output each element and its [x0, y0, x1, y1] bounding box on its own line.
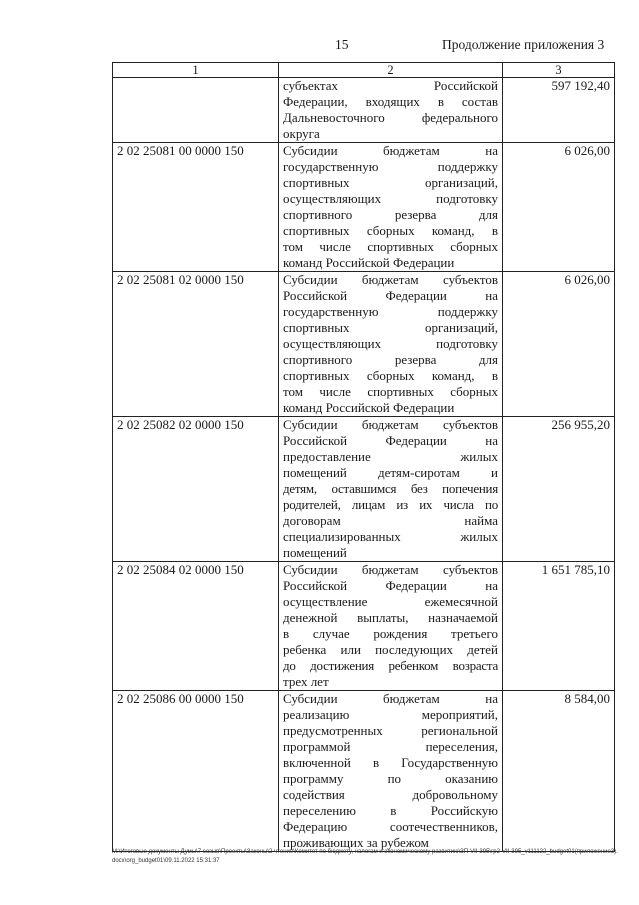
document-path-footer: M:\Итоговые документы Думы\7 созыв\Проекты\Законы\2 чтение\Комитет по бюджету, налогам и экономическому развитию\ЗП-VII-395\гр2-VII-395_v111122_budget01(приложение3).docx\org_budget01\09.11.2022 15:31:37: [112, 849, 618, 864]
description-line: осуществляющих подготовку: [283, 191, 498, 206]
budget-code-cell: 2 02 25086 00 0000 150: [113, 691, 279, 852]
amount-cell: 1 651 785,10: [503, 562, 615, 691]
description-line: программой переселения,: [283, 739, 498, 754]
description-line: Субсидии бюджетам субъектов: [283, 272, 498, 287]
description-line: родителей, лицам из их числа по: [283, 497, 498, 512]
amount-cell: 6 026,00: [503, 143, 615, 272]
description-line: денежной выплаты, назначаемой: [283, 610, 498, 625]
budget-code-cell: 2 02 25082 02 0000 150: [113, 417, 279, 562]
amount-cell: 597 192,40: [503, 78, 615, 143]
description-line: в случае рождения третьего: [283, 626, 498, 641]
description-line: Российской Федерации на: [283, 288, 498, 303]
description-line: спортивного резерва для: [283, 207, 498, 222]
description-line: помещений: [283, 545, 347, 560]
description-line: содействия добровольному: [283, 787, 498, 802]
budget-code-cell: 2 02 25081 02 0000 150: [113, 272, 279, 417]
description-line: осуществление ежемесячной: [283, 594, 498, 609]
description-line: том числе спортивных сборных: [283, 384, 498, 399]
description-line: том числе спортивных сборных: [283, 239, 498, 254]
description-line: спортивных сборных команд, в: [283, 368, 498, 383]
description-line: ребенка или последующих детей: [283, 642, 498, 657]
description-line: команд Российской Федерации: [283, 400, 455, 415]
description-line: Субсидии бюджетам субъектов: [283, 562, 498, 577]
column-number-row: [113, 63, 615, 78]
description-line: включенной в Государственную: [283, 755, 498, 770]
description-cell: [279, 691, 503, 852]
description-cell: [279, 272, 503, 417]
description-line: государственную поддержку: [283, 159, 498, 174]
table-row: [113, 272, 615, 417]
amount-cell: 8 584,00: [503, 691, 615, 852]
description-line: Федерации, входящих в состав: [283, 94, 498, 109]
description-line: государственную поддержку: [283, 304, 498, 319]
column-number-1: 1: [113, 63, 279, 78]
amount-cell: 256 955,20: [503, 417, 615, 562]
continuation-label: Продолжение приложения 3: [442, 37, 605, 52]
column-number-2: 2: [279, 63, 503, 78]
description-line: реализацию мероприятий,: [283, 707, 498, 722]
table-row: [113, 78, 615, 143]
budget-code-cell: 2 02 25081 00 0000 150: [113, 143, 279, 272]
description-line: переселению в Российскую: [283, 803, 498, 818]
description-cell: [279, 143, 503, 272]
description-line: округа: [283, 126, 320, 141]
description-cell: [279, 417, 503, 562]
description-line: Субсидии бюджетам на: [283, 143, 498, 158]
description-line: специализированных жилых: [283, 529, 498, 544]
description-line: спортивных организаций,: [283, 175, 498, 190]
table-row: [113, 691, 615, 852]
description-line: осуществляющих подготовку: [283, 336, 498, 351]
description-line: договорам найма: [283, 513, 498, 528]
description-line: Российской Федерации на: [283, 578, 498, 593]
budget-code-cell: 2 02 25084 02 0000 150: [113, 562, 279, 691]
description-line: спортивных организаций,: [283, 320, 498, 335]
description-line: спортивного резерва для: [283, 352, 498, 367]
table-row: [113, 143, 615, 272]
description-cell: [279, 78, 503, 143]
description-line: предоставление жилых: [283, 449, 498, 464]
budget-table: [112, 62, 615, 852]
table-row: [113, 562, 615, 691]
description-line: спортивных сборных команд, в: [283, 223, 498, 238]
column-number-3: 3: [503, 63, 615, 78]
description-line: Субсидии бюджетам на: [283, 691, 498, 706]
description-line: Субсидии бюджетам субъектов: [283, 417, 498, 432]
table-body: [113, 78, 615, 852]
description-cell: [279, 562, 503, 691]
description-line: программу по оказанию: [283, 771, 498, 786]
description-line: субъектах Российской: [283, 78, 498, 93]
description-line: предусмотренных региональной: [283, 723, 498, 738]
budget-code-cell: [113, 78, 279, 143]
description-line: трех лет: [283, 674, 329, 689]
description-line: Федерацию соотечественников,: [283, 819, 498, 834]
description-line: помещений детям-сиротам и: [283, 465, 498, 480]
page-number: 15: [335, 37, 349, 52]
description-line: детям, оставшимся без попечения: [283, 481, 498, 496]
description-line: Российской Федерации на: [283, 433, 498, 448]
table-row: [113, 417, 615, 562]
description-line: Дальневосточного федерального: [283, 110, 498, 125]
amount-cell: 6 026,00: [503, 272, 615, 417]
description-line: проживающих за рубежом: [283, 835, 429, 850]
description-line: до достижения ребенком возраста: [283, 658, 498, 673]
description-line: команд Российской Федерации: [283, 255, 455, 270]
